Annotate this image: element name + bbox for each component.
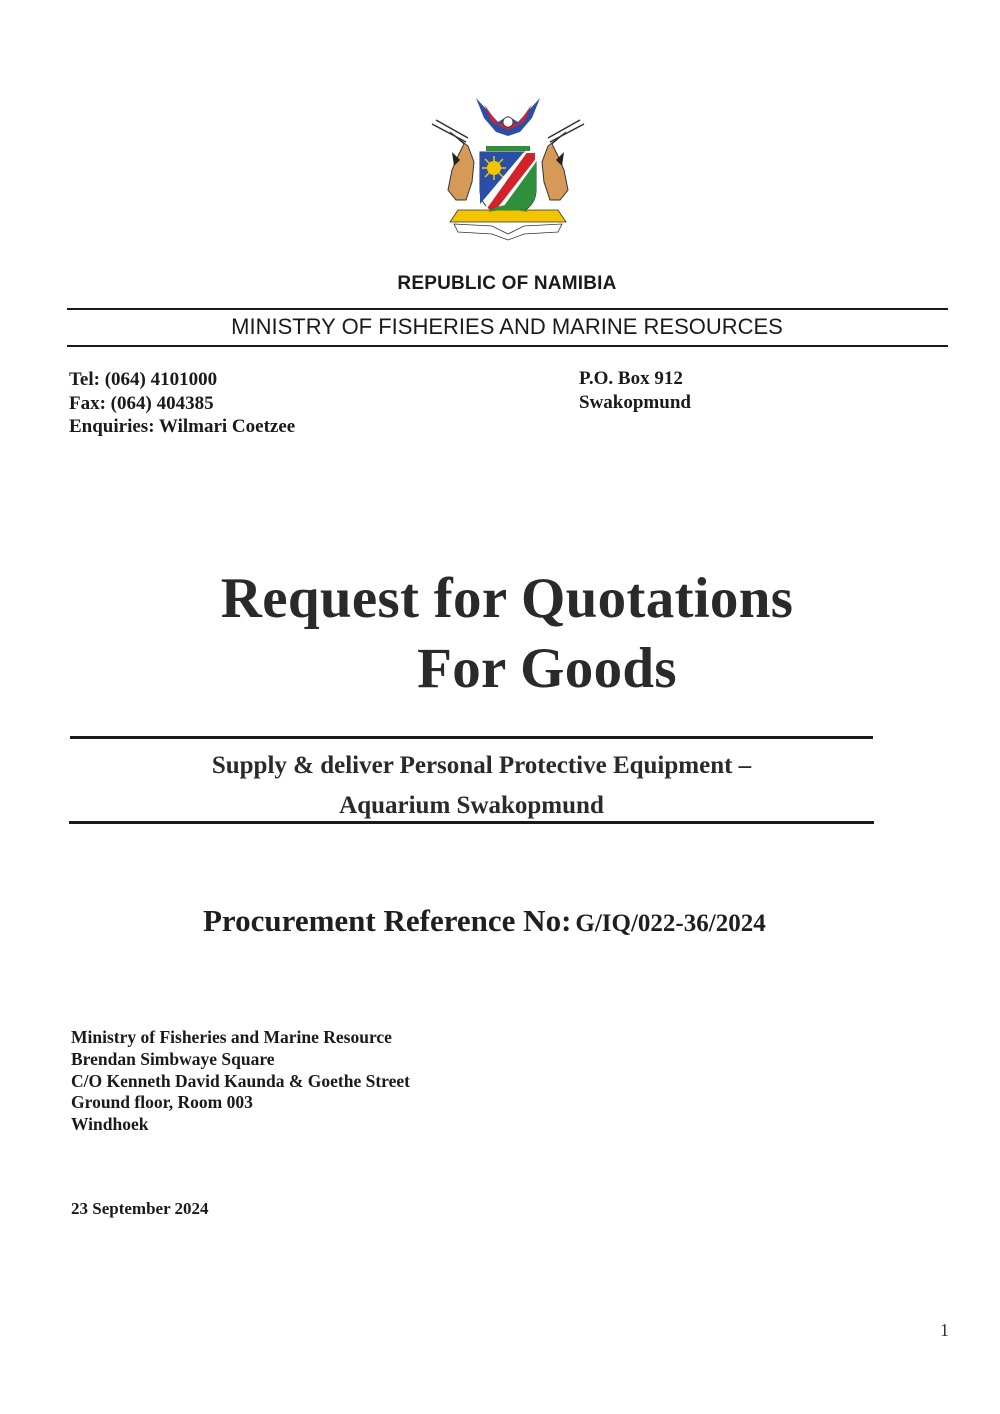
po-box: P.O. Box 912 bbox=[579, 368, 683, 389]
page-number: 1 bbox=[940, 1320, 949, 1340]
fax: Fax: (064) 404385 bbox=[69, 392, 214, 414]
town: Swakopmund bbox=[579, 391, 691, 413]
subject-divider-top bbox=[70, 736, 873, 739]
enquiries: Enquiries: Wilmari Coetzee bbox=[69, 416, 296, 437]
subject-divider-bottom bbox=[69, 821, 874, 824]
submission-address bbox=[71, 1027, 410, 1136]
address-line: Ground floor, Room 003 bbox=[71, 1092, 253, 1113]
country-name: REPUBLIC OF NAMIBIA bbox=[397, 273, 617, 294]
procurement-number: G/IQ/022-36/2024 bbox=[575, 910, 766, 937]
document-date: 23 September 2024 bbox=[71, 1199, 209, 1218]
contact-details bbox=[69, 368, 295, 439]
postal-address bbox=[579, 367, 691, 414]
ministry-name: MINISTRY OF FISHERIES AND MARINE RESOURCES bbox=[231, 314, 783, 339]
address-line: Brendan Simbwaye Square bbox=[71, 1048, 275, 1069]
document-title-line-1: Request for Quotations bbox=[220, 567, 794, 630]
procurement-label: Procurement Reference No: bbox=[203, 903, 572, 938]
address-line: Ministry of Fisheries and Marine Resource bbox=[71, 1027, 392, 1047]
subject-line-2: Aquarium Swakopmund bbox=[339, 792, 604, 819]
coat-of-arms-icon bbox=[428, 92, 588, 242]
divider-bottom bbox=[67, 345, 948, 347]
divider-top bbox=[67, 308, 948, 310]
telephone: Tel: (064) 4101000 bbox=[69, 369, 218, 390]
document-title-line-2: For Goods bbox=[417, 637, 677, 700]
subject-line-1: Supply & deliver Personal Protective Equipment – bbox=[211, 752, 752, 779]
procurement-reference bbox=[203, 903, 766, 939]
address-line: C/O Kenneth David Kaunda & Goethe Street bbox=[71, 1070, 410, 1091]
address-line: Windhoek bbox=[71, 1114, 149, 1135]
